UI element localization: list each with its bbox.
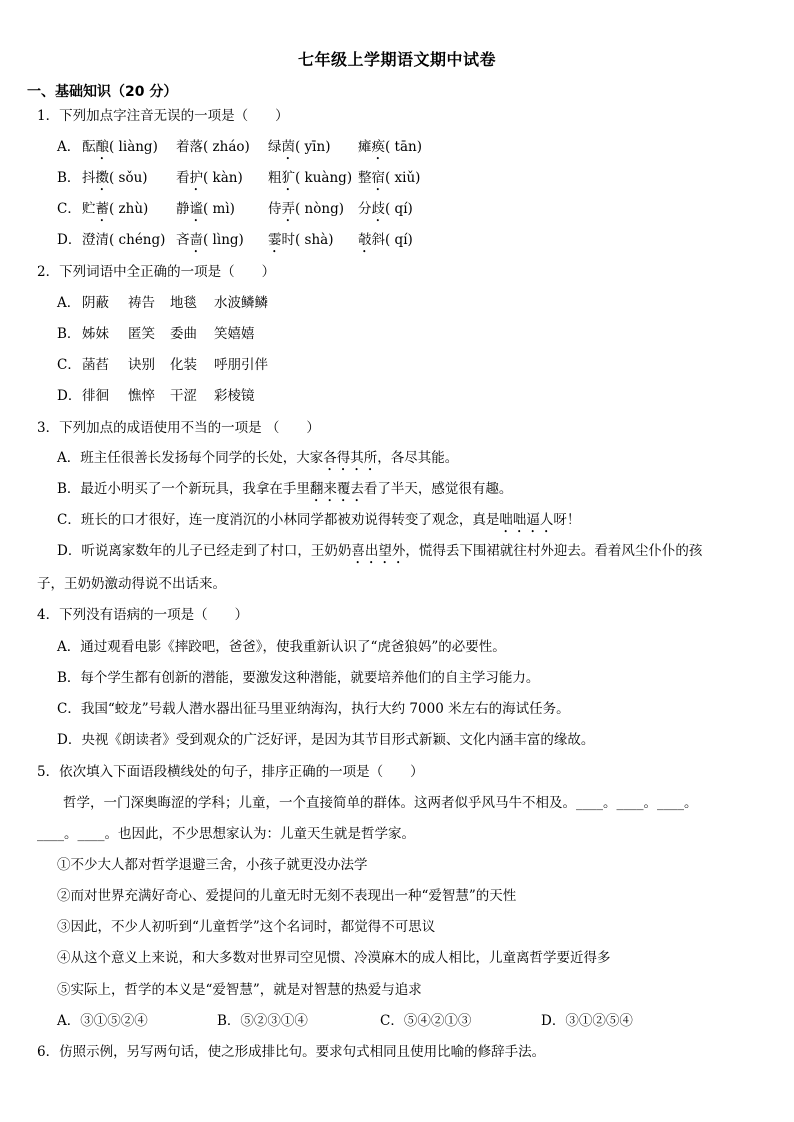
option-letter: B．: [57, 326, 81, 342]
pinyin-item: [358, 169, 420, 194]
dotted-character: 护: [189, 170, 203, 186]
word-text: ( zhù): [109, 201, 149, 217]
vocabulary-word: 憔悴: [128, 388, 155, 404]
vocabulary-word: 阴蔽: [82, 295, 109, 311]
vocabulary-word: 诀别: [128, 357, 155, 373]
dotted-idiom: 各得其所: [323, 450, 378, 466]
word-text: 着落: [176, 139, 203, 155]
vocabulary-word: 干涩: [170, 388, 197, 404]
pinyin-item: [176, 138, 250, 163]
dotted-character: 霎: [268, 232, 282, 248]
page-title: 七年级上学期语文期中试卷: [297, 50, 496, 69]
word-text: 静: [176, 201, 190, 217]
word-text: 粗: [268, 170, 282, 186]
choice-c: C．⑤④②①③: [380, 1013, 472, 1029]
word-text: ( nòng): [295, 201, 344, 217]
word-text: ( liàng): [109, 139, 158, 155]
pinyin-item: [268, 138, 330, 163]
question-6-stem: 6．仿照示例，另写两句话，使之形成排比句。要求句式相同且使用比喻的修辞手法。: [37, 1044, 546, 1060]
pinyin-item: [268, 200, 344, 225]
dotted-character: 擞: [95, 170, 109, 186]
pinyin-item: [82, 231, 165, 256]
question-5-stem: 5．依次填入下面语段横线处的句子，排序正确的一项是（ ）: [37, 764, 424, 780]
dotted-character: 弄: [281, 201, 295, 217]
choice-b: B．⑤②③①④: [217, 1013, 308, 1029]
word-text: ( tān): [385, 139, 422, 155]
option-text: 看了半天，感觉很有趣。: [363, 481, 513, 497]
vocabulary-word: 徘徊: [82, 388, 109, 404]
pinyin-item: [268, 231, 334, 256]
question-3-option-d-continued: 子，王奶奶激动得说不出话来。: [37, 576, 226, 592]
option-letter: B．: [57, 170, 81, 186]
option-letter: B．: [57, 481, 81, 497]
question-5-sentence-2: ②而对世界充满好奇心、爱提问的儿童无时无刻不表现出一种“爱智慧”的天性: [57, 888, 517, 904]
word-text: 澄清: [82, 232, 109, 248]
word-text: ( sǒu): [109, 170, 148, 186]
word-text: 时( shà): [281, 232, 334, 248]
word-text: ( qí): [385, 201, 413, 217]
vocabulary-word: 祷告: [128, 295, 155, 311]
pinyin-item: [358, 200, 413, 225]
question-5-sentence-5: ⑤实际上，哲学的本义是“爱智慧”，就是对智慧的热爱与追求: [57, 982, 422, 998]
section-heading: 一、基础知识（20 分）: [27, 84, 178, 100]
question-3-stem: 3．下列加点的成语使用不当的一项是 （ ）: [37, 420, 320, 436]
question-3-option-b: [57, 480, 512, 505]
question-5-sentence-3: ③因此，不少人初听到“儿童哲学”这个名词时，都觉得不可思议: [57, 919, 436, 935]
dotted-idiom: 咄咄逼人: [499, 512, 554, 528]
word-text: 侍: [268, 201, 282, 217]
option-text: ，各尽其能。: [377, 450, 459, 466]
option-text: 班主任很善长发扬每个同学的长处，大家: [80, 450, 324, 466]
option-text: 听说离家数年的儿子已经走到了村口，王奶奶: [81, 543, 352, 559]
vocabulary-word: 委曲: [170, 326, 197, 342]
option-text: 呀！: [553, 512, 581, 528]
word-text: 绿: [268, 139, 282, 155]
word-text: ( xiǔ): [385, 170, 421, 186]
dotted-character: 宿: [371, 170, 385, 186]
option-letter: D．: [57, 388, 82, 404]
word-text: ( mì): [203, 201, 235, 217]
dotted-character: 犷: [281, 170, 295, 186]
dotted-character: 谧: [189, 201, 203, 217]
word-text: 分: [358, 201, 372, 217]
question-4-option-a: A．通过观看电影《摔跤吧，爸爸》，使我重新认识了“虎爸狼妈”的必要性。: [57, 639, 506, 655]
question-1-stem: 1．下列加点字注音无误的一项是（ ）: [37, 108, 289, 124]
vocabulary-word: 呼朋引伴: [214, 357, 268, 373]
dotted-idiom: 喜出望外: [351, 543, 406, 559]
dotted-character: 歧: [371, 201, 385, 217]
question-3-option-d: [57, 542, 702, 567]
vocabulary-word: 化装: [170, 357, 197, 373]
word-text: ( chéng): [109, 232, 166, 248]
word-text: 斜( qí): [371, 232, 413, 248]
word-text: 抖: [82, 170, 96, 186]
question-5-choices: [57, 1012, 633, 1030]
word-text: 整: [358, 170, 372, 186]
question-3-option-a: [57, 449, 458, 474]
choice-a: A．③①⑤②④: [57, 1013, 148, 1029]
option-letter: C．: [57, 512, 81, 528]
vocabulary-word: 菡萏: [82, 357, 109, 373]
dotted-idiom: 翻来覆去: [309, 481, 364, 497]
choice-d: D．③①②⑤④: [541, 1013, 633, 1029]
vocabulary-word: 笑嬉嬉: [214, 326, 255, 342]
dotted-character: 啬: [189, 232, 203, 248]
pinyin-item: [176, 169, 243, 194]
question-4-stem: 4．下列没有语病的一项是（ ）: [37, 607, 249, 623]
question-2-stem: 2．下列词语中全正确的一项是（ ）: [37, 264, 276, 280]
word-text: 吝: [176, 232, 190, 248]
word-text: 看: [176, 170, 190, 186]
word-text: ( yīn): [295, 139, 331, 155]
option-letter: A．: [57, 450, 81, 466]
dotted-character: 蓄: [95, 201, 109, 217]
vocabulary-word: 彩棱镜: [214, 388, 255, 404]
pinyin-item: [358, 231, 413, 256]
word-text: ( kàn): [203, 170, 243, 186]
pinyin-item: [268, 169, 352, 194]
option-text: ，慌得丢下围裙就往村外迎去。看着风尘仆仆的孩: [405, 543, 703, 559]
option-letter: D．: [57, 543, 82, 559]
pinyin-item: [358, 138, 422, 163]
vocabulary-word: 匿笑: [128, 326, 155, 342]
dotted-character: 攲: [358, 232, 372, 248]
vocabulary-word: 水波鳞鳞: [214, 295, 268, 311]
question-5-sentence-4: ④从这个意义上来说，和大多数对世界司空见惯、冷漠麻木的成人相比，儿童离哲学要近得多: [57, 950, 611, 966]
question-3-option-c: [57, 511, 580, 536]
option-letter: A．: [57, 295, 81, 311]
dotted-character: 茵: [281, 139, 295, 155]
pinyin-item: [82, 200, 148, 225]
option-text: 最近小明买了一个新玩具，我拿在手里: [80, 481, 310, 497]
word-text: ( kuàng): [295, 170, 353, 186]
option-text: 班长的口才很好，连一度消沉的小林同学都被劝说得转变了观念，真是: [80, 512, 500, 528]
option-letter: A．: [57, 139, 81, 155]
question-5-sentence-1: ①不少大人都对哲学退避三舍，小孩子就更没办法学: [57, 857, 368, 873]
vocabulary-word: 姊妹: [82, 326, 109, 342]
word-text: 瘫: [358, 139, 372, 155]
question-4-option-c: C．我国“蛟龙”号载人潜水器出征马里亚纳海沟，执行大约 7000 米左右的海试任务。: [57, 701, 570, 717]
dotted-character: 酿: [95, 139, 109, 155]
dotted-character: 痪: [371, 139, 385, 155]
question-4-option-b: B．每个学生都有创新的潜能，要激发这种潜能，就要培养他们的自主学习能力。: [57, 670, 540, 686]
option-letter: C．: [57, 357, 81, 373]
pinyin-item: [82, 169, 148, 194]
vocabulary-word: 地毯: [170, 295, 197, 311]
word-text: ( lìng): [203, 232, 244, 248]
word-text: 贮: [82, 201, 96, 217]
option-letter: D．: [57, 232, 82, 248]
word-text: ( zháo): [203, 139, 250, 155]
pinyin-item: [176, 231, 244, 256]
option-letter: C．: [57, 201, 81, 217]
question-5-passage-line-2: ____。____。也因此，不少思想家认为：儿童天生就是哲学家。: [37, 826, 415, 842]
word-text: 酝: [82, 139, 96, 155]
pinyin-item: [82, 138, 158, 163]
pinyin-item: [176, 200, 235, 225]
question-5-passage-line-1: 哲学，一门深奥晦涩的学科；儿童，一个直接简单的群体。这两者似乎风马牛不相及。____。____。____。: [63, 795, 698, 811]
question-4-option-d: D．央视《朗读者》受到观众的广泛好评，是因为其节目形式新颖、文化内涵丰富的缘故。: [57, 732, 595, 748]
